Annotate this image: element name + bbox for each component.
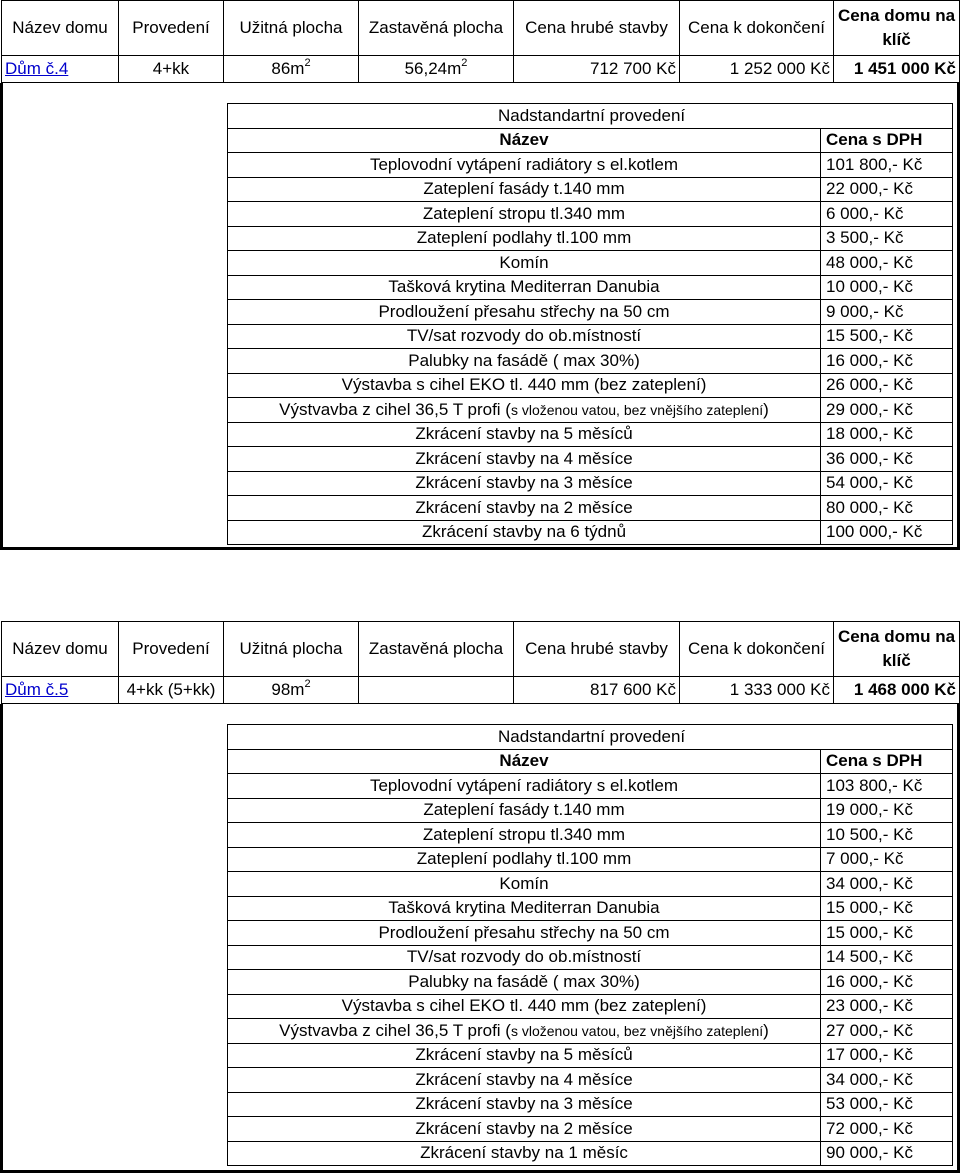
extras-item-price: 10 000,- Kč: [821, 275, 953, 300]
extras-item-label: Komín: [499, 873, 549, 893]
extras-item-label: Teplovodní vytápení radiátory s el.kotlem: [369, 775, 679, 795]
extras-row: [228, 970, 953, 995]
extras-row: [228, 823, 953, 848]
col-header-cena-hrube: Cena hrubé stavby: [514, 1, 680, 56]
extras-row: [228, 398, 953, 423]
extras-item-price: 16 000,- Kč: [821, 349, 953, 374]
extras-item-name: [228, 1141, 821, 1166]
extras-item-price: 6 000,- Kč: [821, 202, 953, 227]
extras-row: [228, 422, 953, 447]
extras-item-name: [228, 275, 821, 300]
extras-item-name: [228, 970, 821, 995]
extras-item-name: [228, 251, 821, 276]
col-header-cena-hrube: Cena hrubé stavby: [514, 622, 680, 677]
extras-row: [228, 1068, 953, 1093]
extras-row: [228, 774, 953, 799]
extras-item-name: [228, 1117, 821, 1142]
extras-item-price: 54 000,- Kč: [821, 471, 953, 496]
extras-item-price: 15 000,- Kč: [821, 921, 953, 946]
extras-item-price: 36 000,- Kč: [821, 447, 953, 472]
extras-table: [227, 103, 953, 545]
extras-item-name: [228, 447, 821, 472]
house-section-2: [0, 621, 960, 1173]
col-header-zastavena-plocha: Zastavěná plocha: [359, 622, 514, 677]
extras-item-price: 34 000,- Kč: [821, 1068, 953, 1093]
col-header-house-name: Název domu: [2, 1, 119, 56]
extras-item-price: 80 000,- Kč: [821, 496, 953, 521]
zastavena-plocha-value: 56,24m: [404, 59, 462, 78]
extras-header-row: [228, 749, 953, 774]
extras-item-price: 27 000,- Kč: [821, 1019, 953, 1044]
extras-item-price: 3 500,- Kč: [821, 226, 953, 251]
extras-item-name: [228, 1092, 821, 1117]
extras-row: [228, 872, 953, 897]
extras-item-label: Zateplení podlahy tl.100 mm: [416, 228, 632, 248]
extras-table: [227, 724, 953, 1166]
extras-row: [228, 202, 953, 227]
extras-item-label: Zkrácení stavby na 6 týdnů: [421, 522, 627, 542]
extras-row: [228, 1092, 953, 1117]
extras-item-name: [228, 774, 821, 799]
extras-item-name: [228, 153, 821, 178]
uzitna-plocha-value: 98m: [271, 680, 305, 699]
extras-item-label: Tašková krytina Mediterran Danubia: [388, 277, 660, 297]
extras-item-price: 72 000,- Kč: [821, 1117, 953, 1142]
extras-item-price: 15 500,- Kč: [821, 324, 953, 349]
extras-item-label: Zkrácení stavby na 2 měsíce: [415, 497, 633, 517]
cena-dokonceni-cell: 1 252 000 Kč: [680, 56, 834, 83]
house-name-cell: [2, 677, 119, 704]
extras-item-price: 17 000,- Kč: [821, 1043, 953, 1068]
extras-item-label: TV/sat rozvody do ob.místností: [406, 947, 642, 967]
col-header-cena-dokonceni: Cena k dokončení: [680, 1, 834, 56]
col-header-provedeni: Provedení: [119, 622, 224, 677]
extras-item-name: [228, 177, 821, 202]
extras-col-name: Název: [228, 128, 821, 153]
extras-item-name: [228, 398, 821, 423]
house-section-1: [0, 0, 960, 550]
extras-row: [228, 300, 953, 325]
extras-item-label: Zateplení fasády t.140 mm: [423, 800, 625, 820]
extras-item-price: 10 500,- Kč: [821, 823, 953, 848]
extras-item-name: [228, 798, 821, 823]
extras-header-row: [228, 128, 953, 153]
extras-item-price: 48 000,- Kč: [821, 251, 953, 276]
extras-item-price: 14 500,- Kč: [821, 945, 953, 970]
extras-row: [228, 275, 953, 300]
col-header-uzitna-plocha: Užitná plocha: [224, 1, 359, 56]
col-header-uzitna-plocha: Užitná plocha: [224, 622, 359, 677]
extras-item-name: [228, 300, 821, 325]
extras-item-price: 18 000,- Kč: [821, 422, 953, 447]
col-header-cena-klic: Cena domu na klíč: [834, 1, 960, 56]
house-summary-table: [1, 621, 960, 704]
extras-item-label: Zkrácení stavby na 4 měsíce: [415, 1069, 633, 1089]
extras-item-name: [228, 520, 821, 545]
extras-item-name: [228, 1068, 821, 1093]
extras-item-name: [228, 872, 821, 897]
extras-item-name: [228, 324, 821, 349]
unit-superscript: 2: [304, 57, 311, 69]
cena-dokonceni-cell: 1 333 000 Kč: [680, 677, 834, 704]
extras-item-name: [228, 896, 821, 921]
extras-item-label: TV/sat rozvody do ob.místností: [406, 326, 642, 346]
extras-item-label: Palubky na fasádě ( max 30%): [408, 350, 640, 370]
extras-item-price: 53 000,- Kč: [821, 1092, 953, 1117]
house-row: [2, 56, 960, 83]
extras-item-label: Zkrácení stavby na 1 měsíc: [420, 1143, 628, 1163]
unit-superscript: 2: [304, 678, 311, 690]
extras-item-label: Tašková krytina Mediterran Danubia: [388, 898, 660, 918]
extras-row: [228, 177, 953, 202]
house-link[interactable]: Dům č.4: [5, 59, 69, 78]
extras-title: Nadstandartní provedení: [228, 725, 953, 750]
extras-row: [228, 349, 953, 374]
extras-item-close-paren: ): [763, 399, 769, 419]
extras-row: [228, 496, 953, 521]
extras-item-name: [228, 471, 821, 496]
uzitna-plocha-value: 86m: [271, 59, 305, 78]
extras-item-price: 7 000,- Kč: [821, 847, 953, 872]
house-link[interactable]: Dům č.5: [5, 680, 69, 699]
cena-klic-cell: 1 451 000 Kč: [834, 56, 960, 83]
extras-item-name: [228, 823, 821, 848]
extras-item-name: [228, 1019, 821, 1044]
extras-item-label: Výstavba s cihel EKO tl. 440 mm (bez zateplení): [341, 375, 707, 395]
provedeni-cell: 4+kk (5+kk): [119, 677, 224, 704]
extras-item-label: Zkrácení stavby na 3 měsíce: [415, 1094, 633, 1114]
extras-item-label: Prodloužení přesahu střechy na 50 cm: [378, 301, 670, 321]
extras-col-name: Název: [228, 749, 821, 774]
header-row: [2, 622, 960, 677]
extras-row: [228, 471, 953, 496]
cena-hrube-cell: 817 600 Kč: [514, 677, 680, 704]
extras-row: [228, 1019, 953, 1044]
uzitna-plocha-cell: [224, 56, 359, 83]
extras-row: [228, 251, 953, 276]
extras-item-price: 16 000,- Kč: [821, 970, 953, 995]
extras-item-close-paren: ): [763, 1020, 769, 1040]
extras-row: [228, 1117, 953, 1142]
extras-item-price: 90 000,- Kč: [821, 1141, 953, 1166]
extras-item-price: 22 000,- Kč: [821, 177, 953, 202]
extras-title-row: [228, 725, 953, 750]
extras-item-price: 26 000,- Kč: [821, 373, 953, 398]
extras-row: [228, 153, 953, 178]
zastavena-plocha-cell: [359, 677, 514, 704]
extras-row: [228, 847, 953, 872]
extras-item-label: Palubky na fasádě ( max 30%): [408, 971, 640, 991]
extras-item-name: [228, 422, 821, 447]
col-header-zastavena-plocha: Zastavěná plocha: [359, 1, 514, 56]
extras-item-name: [228, 945, 821, 970]
extras-row: [228, 896, 953, 921]
extras-row: [228, 373, 953, 398]
extras-row: [228, 1141, 953, 1166]
extras-item-price: 101 800,- Kč: [821, 153, 953, 178]
extras-item-name: [228, 373, 821, 398]
extras-row: [228, 798, 953, 823]
extras-item-label: Teplovodní vytápení radiátory s el.kotlem: [369, 154, 679, 174]
extras-item-name: [228, 921, 821, 946]
col-header-cena-klic: Cena domu na klíč: [834, 622, 960, 677]
extras-item-label: Zkrácení stavby na 3 měsíce: [415, 473, 633, 493]
extras-col-price: Cena s DPH: [821, 749, 953, 774]
house-summary-table: [1, 0, 960, 83]
extras-item-name: [228, 226, 821, 251]
col-header-cena-dokonceni: Cena k dokončení: [680, 622, 834, 677]
extras-item-price: 34 000,- Kč: [821, 872, 953, 897]
extras-item-name: [228, 202, 821, 227]
extras-row: [228, 520, 953, 545]
extras-item-label: Zkrácení stavby na 5 měsíců: [415, 424, 633, 444]
extras-item-label: Zateplení stropu tl.340 mm: [422, 824, 626, 844]
extras-item-label: Zkrácení stavby na 5 měsíců: [415, 1045, 633, 1065]
extras-item-note: s vloženou vatou, bez vnějšího zateplení: [510, 1022, 764, 1039]
extras-item-note: s vloženou vatou, bez vnějšího zateplení: [510, 401, 764, 418]
house-row: [2, 677, 960, 704]
extras-item-name: [228, 847, 821, 872]
extras-item-label: Výstavba s cihel EKO tl. 440 mm (bez zateplení): [341, 996, 707, 1016]
extras-container: [0, 83, 960, 550]
extras-item-name: [228, 496, 821, 521]
extras-item-price: 103 800,- Kč: [821, 774, 953, 799]
cena-hrube-cell: 712 700 Kč: [514, 56, 680, 83]
extras-row: [228, 1043, 953, 1068]
unit-superscript: 2: [461, 57, 468, 69]
extras-item-label: Zateplení stropu tl.340 mm: [422, 203, 626, 223]
extras-item-price: 23 000,- Kč: [821, 994, 953, 1019]
header-row: [2, 1, 960, 56]
extras-title: Nadstandartní provedení: [228, 104, 953, 129]
col-header-provedeni: Provedení: [119, 1, 224, 56]
extras-item-price: 19 000,- Kč: [821, 798, 953, 823]
zastavena-plocha-cell: [359, 56, 514, 83]
extras-item-price: 100 000,- Kč: [821, 520, 953, 545]
extras-row: [228, 226, 953, 251]
extras-item-price: 29 000,- Kč: [821, 398, 953, 423]
extras-row: [228, 945, 953, 970]
extras-container: [0, 704, 960, 1173]
extras-item-name: [228, 1043, 821, 1068]
extras-item-price: 9 000,- Kč: [821, 300, 953, 325]
extras-item-label: Zateplení podlahy tl.100 mm: [416, 849, 632, 869]
extras-row: [228, 921, 953, 946]
house-name-cell: [2, 56, 119, 83]
extras-item-price: 15 000,- Kč: [821, 896, 953, 921]
cena-klic-cell: 1 468 000 Kč: [834, 677, 960, 704]
extras-item-label: Výstvavba z cihel 36,5 T profi (: [279, 399, 511, 419]
extras-item-label: Zateplení fasády t.140 mm: [423, 179, 625, 199]
extras-item-label: Prodloužení přesahu střechy na 50 cm: [378, 922, 670, 942]
extras-title-row: [228, 104, 953, 129]
uzitna-plocha-cell: [224, 677, 359, 704]
provedeni-cell: 4+kk: [119, 56, 224, 83]
extras-col-price: Cena s DPH: [821, 128, 953, 153]
extras-item-name: [228, 349, 821, 374]
extras-item-label: Zkrácení stavby na 2 měsíce: [415, 1118, 633, 1138]
extras-item-label: Zkrácení stavby na 4 měsíce: [415, 448, 633, 468]
col-header-house-name: Název domu: [2, 622, 119, 677]
extras-item-name: [228, 994, 821, 1019]
extras-row: [228, 447, 953, 472]
extras-item-label: Výstvavba z cihel 36,5 T profi (: [279, 1020, 511, 1040]
extras-item-label: Komín: [499, 252, 549, 272]
extras-row: [228, 324, 953, 349]
extras-row: [228, 994, 953, 1019]
